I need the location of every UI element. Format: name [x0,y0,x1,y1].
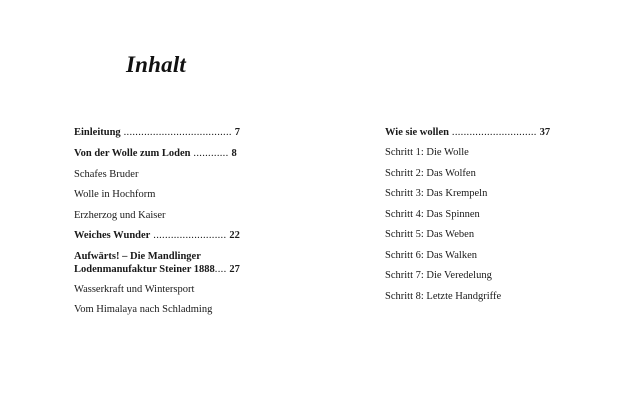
toc-entry-vom-himalaya [74,303,212,316]
toc-entry-wolle-in-hochform [74,188,155,201]
toc-entry-title: Schritt 1: Die Wolle [385,147,469,158]
toc-entry-title: Wasserkraft und Wintersport [74,284,195,295]
toc-leader-dots: ............................. [448,127,540,138]
toc-entry-schritt-1 [385,146,469,159]
toc-entry-lodenmanufaktur [74,263,240,276]
toc-entry-title: Einleitung [74,127,121,138]
toc-entry-title: Schritt 7: Die Veredelung [385,270,492,281]
toc-page-number: 8 [231,148,237,159]
toc-entry-schritt-8 [385,290,501,303]
toc-page-number: 7 [234,127,241,138]
toc-leader-dots: ..................................... [120,127,235,138]
toc-entry-title: Wie sie wollen [385,127,449,138]
toc-page-number: 27 [229,264,240,275]
toc-entry-weiches-wunder [74,229,240,242]
toc-entry-von-der-wolle [74,147,237,160]
toc-entry-aufwaerts [74,250,201,263]
toc-entry-title: Schritt 3: Das Krempeln [385,188,488,199]
toc-entry-wasserkraft [74,283,194,296]
toc-entry-title: Wolle in Hochform [74,189,156,200]
toc-entry-title: Schritt 6: Das Walken [385,250,477,261]
toc-entry-title: Schritt 4: Das Spinnen [385,209,480,220]
toc-entry-schritt-6 [385,249,477,262]
page-title: Inhalt [126,52,187,77]
toc-entry-schritt-2 [385,167,476,180]
toc-entry-title: Lodenmanufaktur Steiner 1888 [74,264,215,275]
toc-leader-dots: .... [214,264,230,275]
toc-entry-title: Weiches Wunder [74,230,151,241]
toc-entry-schafes-bruder [74,168,138,181]
toc-entry-title: Schafes Bruder [74,169,139,180]
toc-entry-title: Schritt 2: Das Wolfen [385,168,476,179]
toc-entry-erzherzog [74,209,166,222]
toc-leader-dots: ............ [190,148,232,159]
toc-entry-schritt-5 [385,228,474,241]
toc-entry-title: Schritt 8: Letzte Handgriffe [385,291,502,302]
toc-entry-wie-sie-wollen [385,126,550,139]
toc-entry-title: Schritt 5: Das Weben [385,229,475,240]
toc-entry-title: Von der Wolle zum Loden [74,148,191,159]
toc-page-number: 37 [539,127,551,138]
toc-entry-schritt-4 [385,208,480,221]
toc-entry-title: Aufwärts! – Die Mandlinger [74,251,201,262]
toc-entry-schritt-3 [385,187,487,200]
toc-page-number: 22 [229,230,240,241]
toc-entry-einleitung [74,126,240,139]
toc-entry-schritt-7 [385,269,492,282]
toc-leader-dots: ......................... [150,230,230,241]
toc-entry-title: Vom Himalaya nach Schladming [74,304,213,315]
toc-entry-title: Erzherzog und Kaiser [74,210,166,221]
